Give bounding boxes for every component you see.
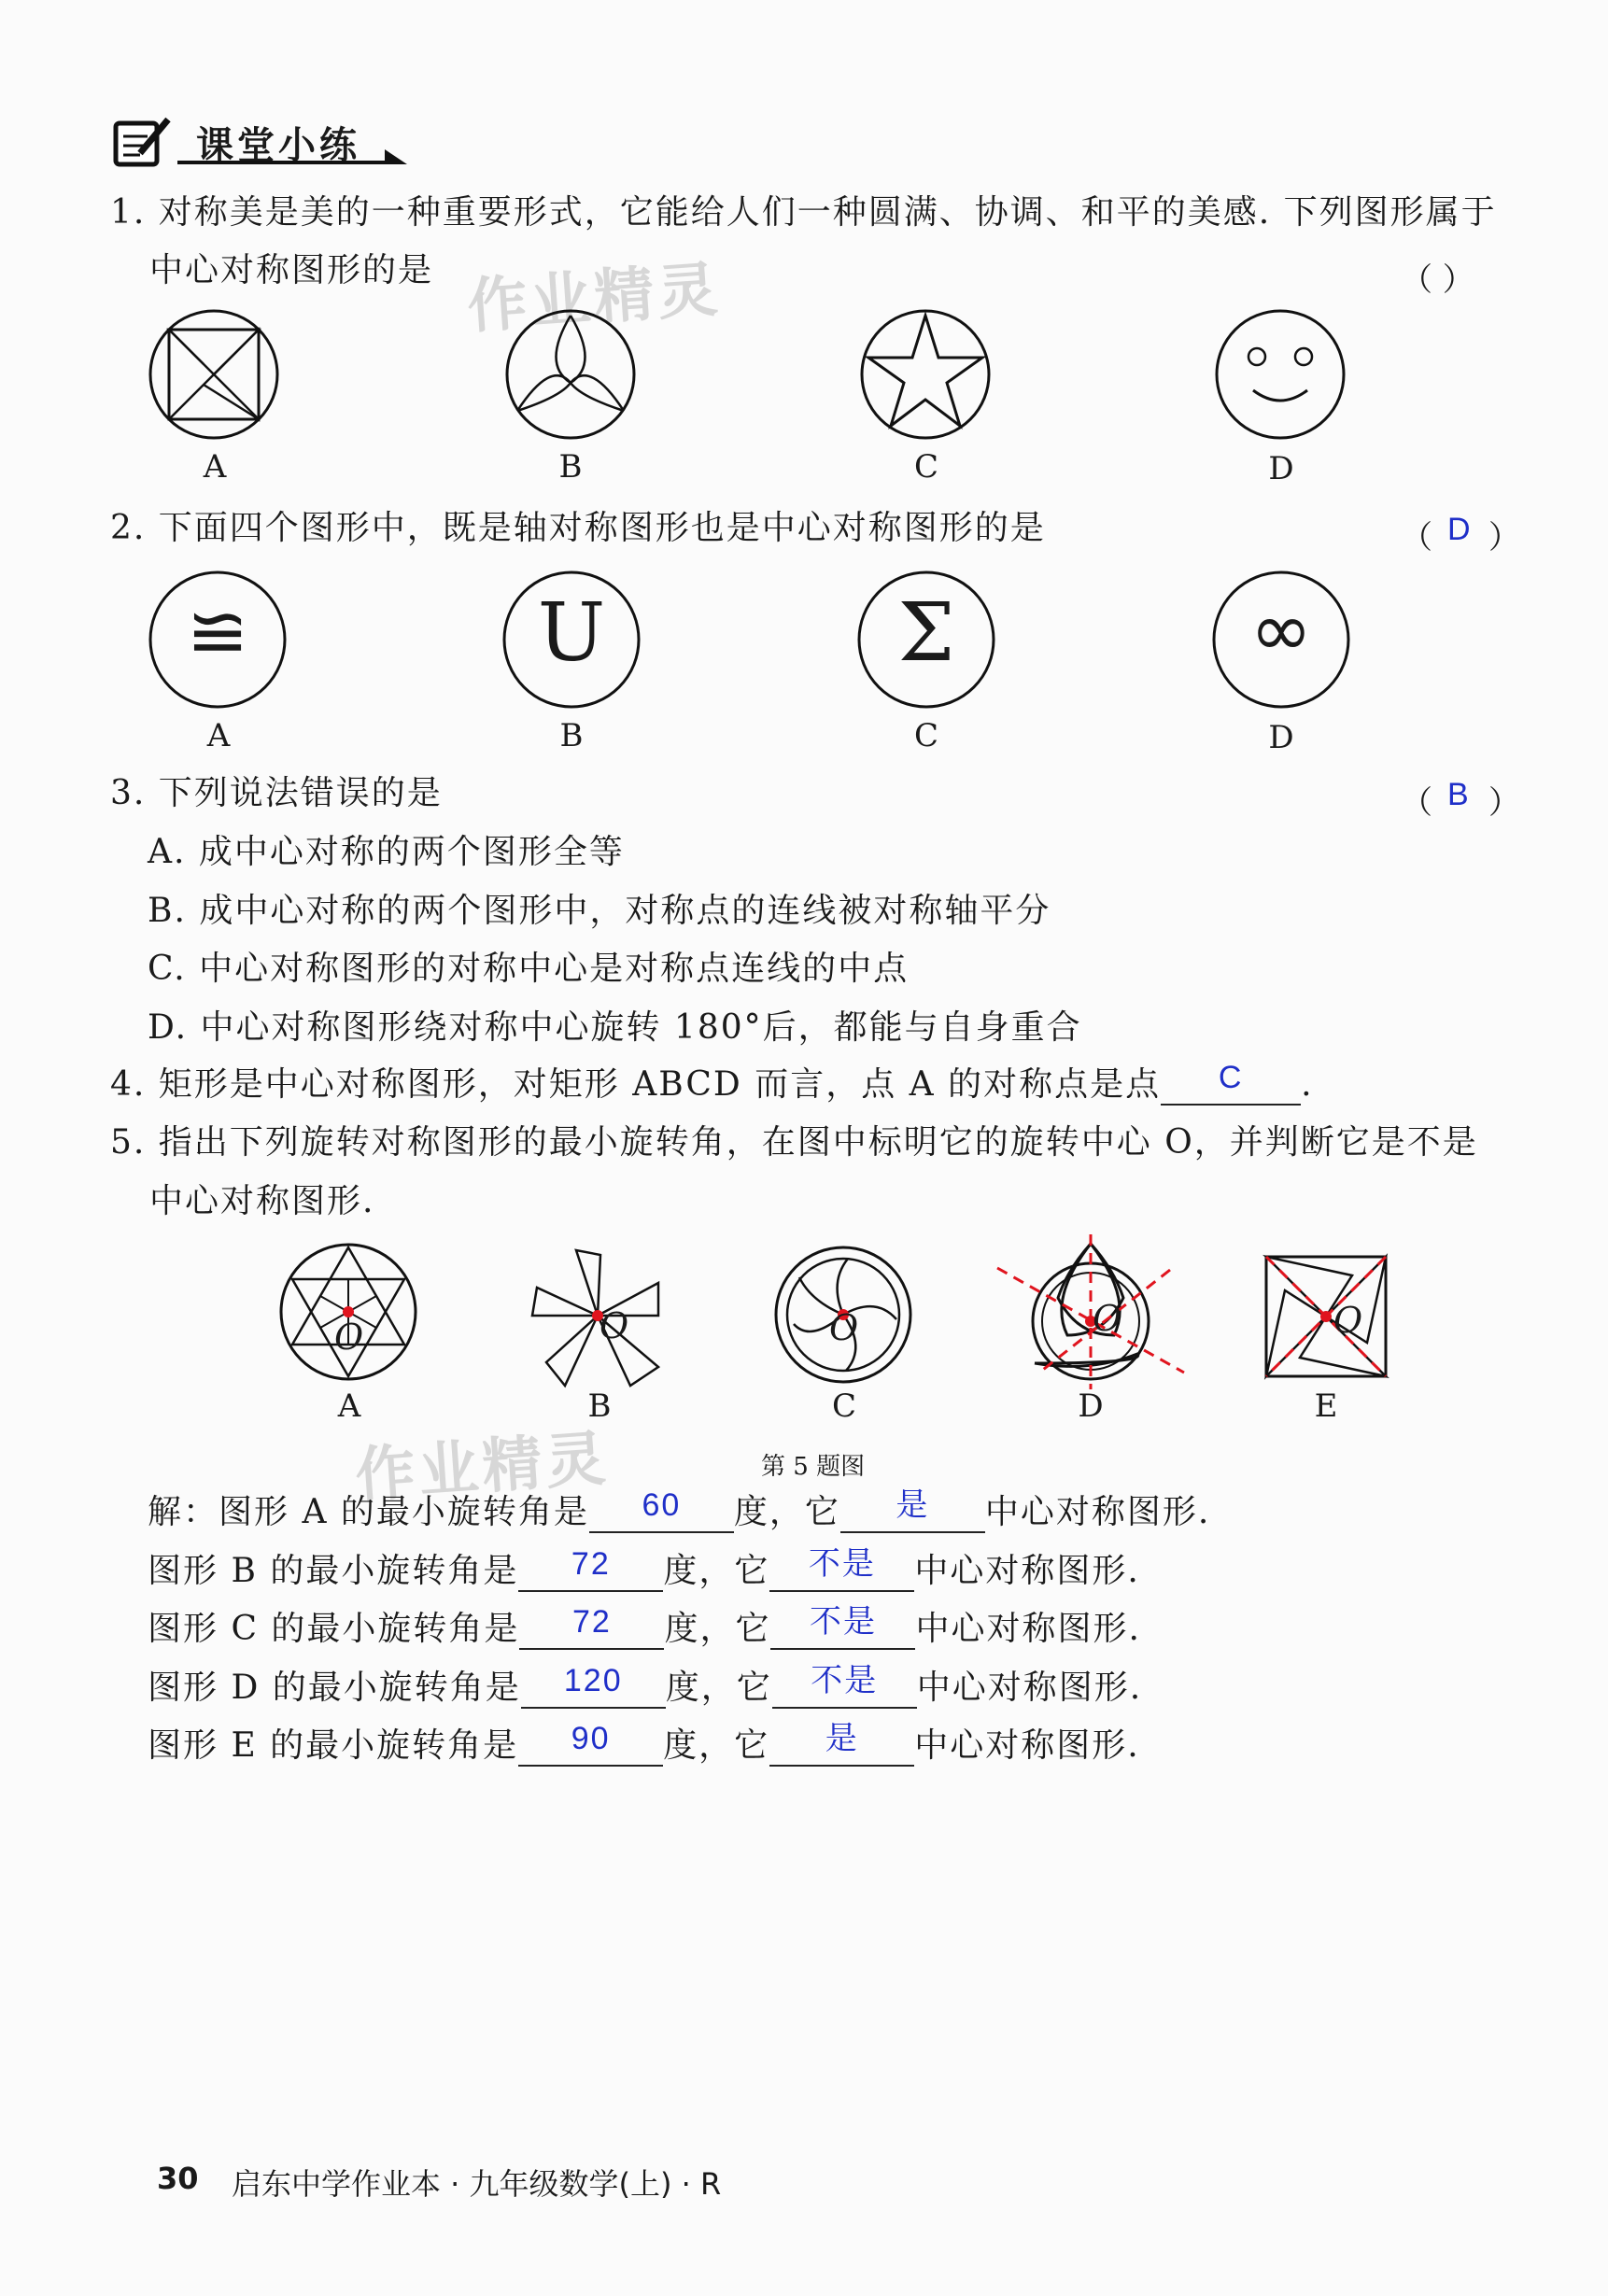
figure-5e-label: E (1314, 1387, 1338, 1425)
figure-1a-square-pinwheel (148, 308, 280, 441)
figure-5e-square (1261, 1251, 1391, 1382)
answer-mid: 度，它 (663, 1726, 770, 1765)
question-4 (110, 1060, 1314, 1106)
figure-5a-hexagram (278, 1242, 418, 1382)
figure-1a-label: A (203, 448, 227, 486)
angle-answer: 120 (563, 1663, 623, 1698)
judge-answer: 不是 (809, 1604, 877, 1640)
answer-prefix: 图形 C 的最小旋转角是 (148, 1610, 520, 1648)
figure-5b-pinwheel (528, 1246, 668, 1386)
figure-1b-three-arcs (504, 308, 637, 441)
judge-answer: 是 (825, 1721, 859, 1756)
answer-suffix: 中心对称图形. (984, 1493, 1211, 1531)
figure-5b-label: B (587, 1387, 612, 1425)
figure-5c-center-label: O (829, 1307, 859, 1348)
question-4-text: 4. 矩形是中心对称图形，对矩形 ABCD 而言，点 A 的对称点是点 (110, 1065, 1162, 1104)
figure-caption: 第 5 题图 (761, 1453, 866, 1481)
figure-2a-symbol: ≌ (186, 588, 249, 675)
figure-2b-label: B (559, 717, 584, 754)
judge-blank (770, 1604, 915, 1650)
figure-5d-label: D (1078, 1387, 1104, 1425)
question-2-text: 2. 下面四个图形中，既是轴对称图形也是中心对称图形的是 (110, 509, 1046, 547)
question-3-option-d: D. 中心对称图形绕对称中心旋转 180°后，都能与自身重合 (148, 1008, 1082, 1047)
section-title: 课堂小练 (196, 124, 360, 167)
figure-5c-label: C (831, 1387, 856, 1425)
figure-2a-label: A (206, 717, 231, 754)
figure-2b-symbol: U (537, 586, 606, 680)
question-3-option-a: A. 成中心对称的两个图形全等 (148, 833, 625, 871)
angle-answer: 90 (571, 1721, 611, 1756)
figure-1d-label: D (1268, 450, 1294, 487)
judge-answer: 不是 (811, 1663, 879, 1698)
angle-answer: 72 (572, 1604, 612, 1640)
question-5-line-1: 5. 指出下列旋转对称图形的最小旋转角，在图中标明它的旋转中心 O，并判断它是不是 (110, 1123, 1478, 1162)
figure-1d-smiley (1214, 308, 1347, 441)
angle-blank (518, 1721, 663, 1767)
figure-2c-label: C (913, 717, 938, 754)
judge-blank (769, 1721, 914, 1767)
book-title: 启东中学作业本 · 九年级数学(上) · R (232, 2166, 722, 2202)
bracket-open: （ (1401, 519, 1432, 556)
answer-suffix: 中心对称图形. (915, 1610, 1141, 1648)
figure-1b-label: B (558, 448, 583, 486)
angle-answer: 72 (571, 1546, 611, 1582)
angle-blank (518, 1546, 663, 1592)
figure-5a-label: A (337, 1387, 361, 1425)
question-4-period: . (1301, 1065, 1314, 1104)
bracket-open: （ (1401, 784, 1432, 822)
angle-answer: 60 (642, 1487, 682, 1523)
angle-blank (519, 1604, 664, 1650)
figure-5e-center-label: O (1333, 1300, 1363, 1341)
answer-suffix: 中心对称图形. (916, 1669, 1143, 1707)
answer-bracket: （ ） (1401, 261, 1474, 299)
figure-1c-label: C (913, 448, 938, 486)
figure-5d-triquetra (993, 1233, 1189, 1391)
answer-row-d (148, 1663, 1143, 1709)
answer-prefix: 图形 D 的最小旋转角是 (148, 1669, 521, 1707)
bracket-close: ） (1488, 784, 1520, 822)
figure-2c-symbol: Σ (897, 586, 955, 680)
answer-mid: 度，它 (733, 1493, 840, 1531)
answer-mid: 度，它 (664, 1610, 771, 1648)
figure-5b-center-label: O (599, 1305, 629, 1346)
question-5-line-2: 中心对称图形. (149, 1182, 375, 1220)
answer-mid: 度，它 (665, 1669, 772, 1707)
answer-prefix: 解：图形 A 的最小旋转角是 (148, 1493, 589, 1531)
judge-blank (772, 1663, 917, 1709)
question-4-answer: C (1218, 1060, 1244, 1095)
watermark: 作业精灵 (465, 255, 724, 343)
angle-blank (521, 1663, 666, 1709)
notebook-pencil-icon (112, 116, 177, 172)
question-2-answer: D (1447, 512, 1471, 547)
judge-blank (769, 1546, 914, 1592)
answer-row-b (148, 1546, 1140, 1592)
answer-row-c (148, 1604, 1141, 1650)
question-1-line-1: 1. 对称美是美的一种重要形式，它能给人们一种圆满、协调、和平的美感. 下列图形属于 (110, 193, 1497, 232)
answer-prefix: 图形 B 的最小旋转角是 (148, 1552, 519, 1590)
answer-suffix: 中心对称图形. (914, 1552, 1140, 1590)
bracket-close: ） (1488, 519, 1520, 556)
answer-suffix: 中心对称图形. (914, 1726, 1140, 1765)
question-3-option-c: C. 中心对称图形的对称中心是对称点连线的中点 (148, 950, 910, 988)
page-number: 30 (157, 2161, 199, 2196)
watermark: 作业精灵 (353, 1424, 612, 1512)
answer-row-a (148, 1487, 1211, 1533)
section-underline (177, 149, 420, 168)
answer-mid: 度，它 (663, 1552, 770, 1590)
figure-2d-label: D (1268, 719, 1294, 756)
judge-answer: 不是 (808, 1546, 876, 1582)
question-3-answer: B (1447, 777, 1469, 812)
answer-prefix: 图形 E 的最小旋转角是 (148, 1726, 519, 1765)
figure-5d-center-label: O (1093, 1298, 1122, 1339)
question-3-text: 3. 下列说法错误的是 (110, 774, 443, 812)
question-1-line-2: 中心对称图形的是 (149, 251, 434, 289)
figure-1c-star (859, 308, 992, 441)
judge-answer: 是 (896, 1487, 930, 1523)
question-4-blank (1161, 1060, 1301, 1106)
figure-5a-center-label: O (334, 1317, 364, 1358)
figure-2d-symbol: ∞ (1249, 586, 1313, 673)
answer-row-e (148, 1721, 1140, 1767)
judge-blank (840, 1487, 985, 1533)
question-3-option-b: B. 成中心对称的两个图形中，对称点的连线被对称轴平分 (148, 892, 1051, 930)
angle-blank (589, 1487, 734, 1533)
